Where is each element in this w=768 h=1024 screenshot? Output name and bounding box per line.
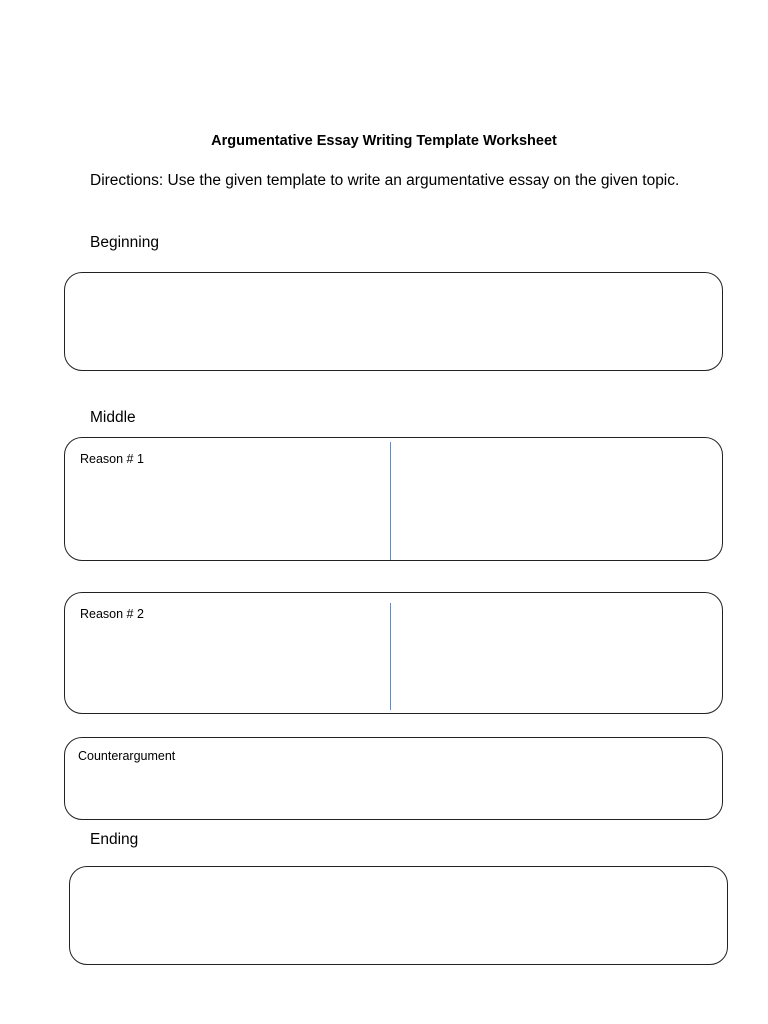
reason-2-divider	[390, 603, 391, 710]
reason-1-label: Reason # 1	[80, 452, 144, 466]
ending-box[interactable]	[69, 866, 728, 965]
reason-1-divider	[390, 442, 391, 560]
reason-2-label: Reason # 2	[80, 607, 144, 621]
reason-2-box[interactable]	[64, 592, 723, 714]
middle-label: Middle	[90, 409, 136, 426]
reason-1-box[interactable]	[64, 437, 723, 561]
counterargument-label: Counterargument	[78, 749, 176, 763]
beginning-label: Beginning	[90, 234, 159, 251]
directions-text: Directions: Use the given template to write an argumentative essay on the given topic.	[90, 172, 680, 189]
ending-label: Ending	[90, 831, 139, 848]
worksheet-title: Argumentative Essay Writing Template Worksheet	[211, 133, 557, 149]
beginning-box[interactable]	[64, 272, 723, 371]
counterargument-box[interactable]	[64, 737, 723, 820]
